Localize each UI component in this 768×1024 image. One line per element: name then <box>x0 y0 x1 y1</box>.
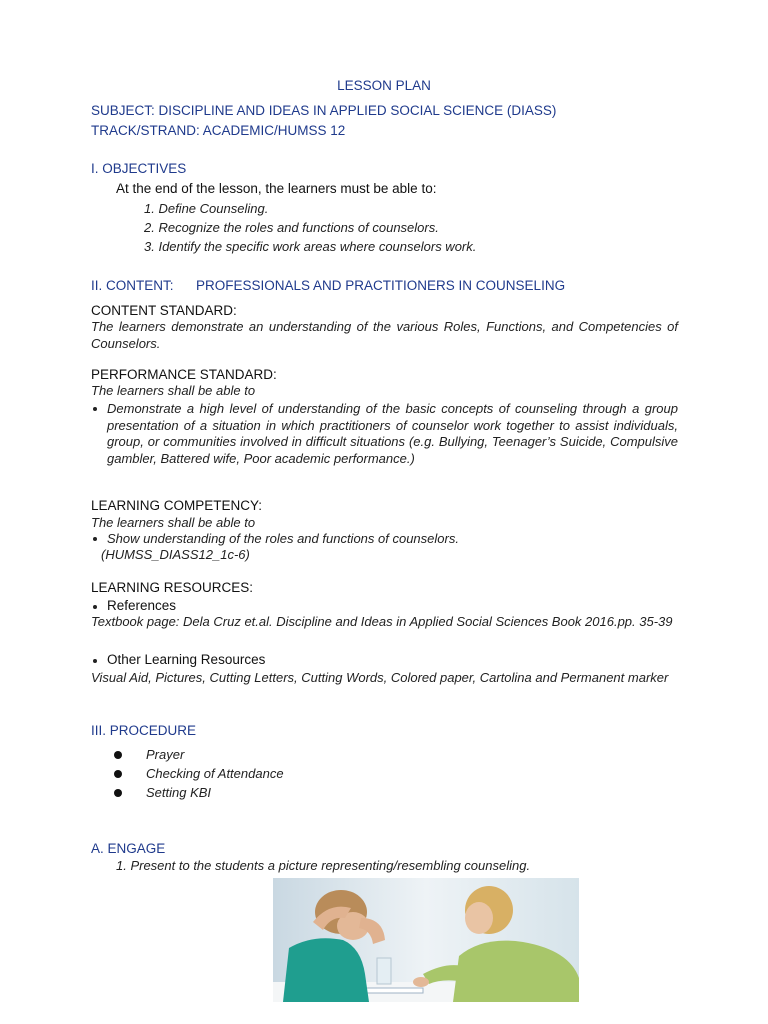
bullet-marker <box>114 770 122 778</box>
bullet-marker <box>93 659 97 663</box>
bullet-marker <box>93 605 97 609</box>
document-title: LESSON PLAN <box>337 78 431 93</box>
procedure-item: Setting KBI <box>146 785 212 800</box>
bullet-marker <box>93 407 97 411</box>
competency-bullet-text: Show understanding of the roles and functions of counselors. <box>107 531 459 546</box>
content-standard-label: CONTENT STANDARD: <box>91 303 237 318</box>
content-standard-text: The learners demonstrate an understanding of the various Roles, Functions, and Competencies of Counselors. <box>91 319 678 351</box>
learning-resources-label: LEARNING RESOURCES: <box>91 580 254 595</box>
other-resources-text: Visual Aid, Pictures, Cutting Letters, Cutting Words, Colored paper, Cartolina and Permanent marker <box>91 670 669 685</box>
bullet-marker <box>93 537 97 541</box>
bullet-marker <box>114 789 122 797</box>
procedure-item: Checking of Attendance <box>146 766 284 781</box>
objectives-heading: I. OBJECTIVES <box>91 161 187 176</box>
engage-item: 1. Present to the students a picture representing/resembling counseling. <box>116 858 531 873</box>
objective-item: 1. Define Counseling. <box>144 201 269 216</box>
other-resources-label: Other Learning Resources <box>107 652 266 667</box>
content-topic: PROFESSIONALS AND PRACTITIONERS IN COUNSELING <box>196 278 566 293</box>
objective-item: 2. Recognize the roles and functions of counselors. <box>144 220 439 235</box>
competency-code: (HUMSS_DIASS12_1c-6) <box>101 547 250 562</box>
procedure-item: Prayer <box>146 747 185 762</box>
bullet-marker <box>114 751 122 759</box>
subject-line: SUBJECT: DISCIPLINE AND IDEAS IN APPLIED SOCIAL SCIENCE (DIASS) <box>91 103 557 118</box>
content-heading: II. CONTENT: <box>91 278 174 293</box>
references-text: Textbook page: Dela Cruz et.al. Discipline and Ideas in Applied Social Sciences Book 2016.pp. 35-39 <box>91 614 673 629</box>
engage-heading: A. ENGAGE <box>91 841 166 856</box>
performance-standard-label: PERFORMANCE STANDARD: <box>91 367 277 382</box>
references-label: References <box>107 598 177 613</box>
objectives-intro: At the end of the lesson, the learners must be able to: <box>116 181 437 196</box>
track-line: TRACK/STRAND: ACADEMIC/HUMSS 12 <box>91 123 346 138</box>
counseling-photo <box>273 878 579 1002</box>
objective-item: 3. Identify the specific work areas where counselors work. <box>144 239 477 254</box>
performance-intro: The learners shall be able to <box>91 383 256 398</box>
procedure-heading: III. PROCEDURE <box>91 723 197 738</box>
competency-intro: The learners shall be able to <box>91 515 256 530</box>
performance-bullet-text: Demonstrate a high level of understanding of the basic concepts of counseling through a group presentation of a situation in which practitioners of counselor work together to assist individuals, group, or communities involved in difficult situations (e.g. Bullying, Teenager’s Suicide, Compulsive gambler, Battered wife, Poor academic performance.) <box>107 401 678 466</box>
learning-competency-label: LEARNING COMPETENCY: <box>91 498 263 513</box>
